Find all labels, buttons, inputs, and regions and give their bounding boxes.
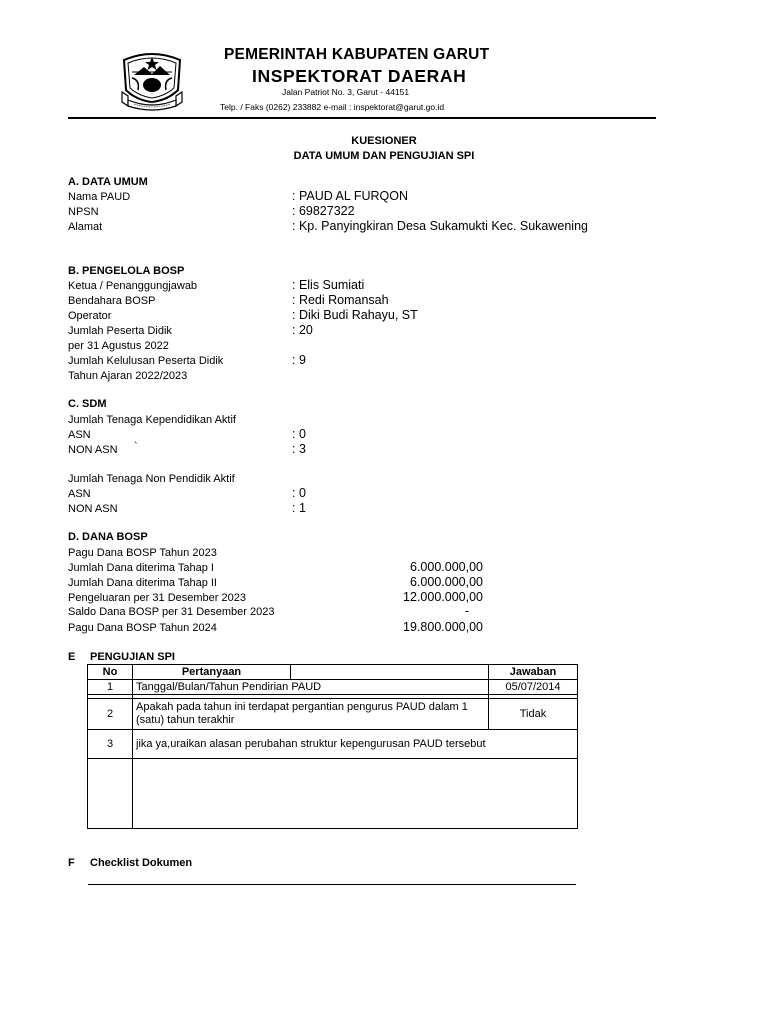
amount-value: - (464, 604, 469, 618)
row-answer: 05/07/2014 (489, 680, 578, 695)
row-no: 3 (88, 730, 133, 759)
letterhead-divider (68, 117, 656, 119)
section-b-heading: B. PENGELOLA BOSP (68, 265, 185, 277)
field-label: Saldo Dana BOSP per 31 Desember 2023 (68, 606, 275, 618)
amount-value: 12.000.000,00 (403, 590, 483, 604)
field-value: : Elis Sumiati (292, 278, 365, 292)
field-label: Pengeluaran per 31 Desember 2023 (68, 592, 246, 604)
section-f-heading: Checklist Dokumen (90, 857, 193, 869)
group-label: Jumlah Tenaga Non Pendidik Aktif (68, 473, 235, 485)
doc-title: KUESIONER (351, 135, 417, 147)
section-c-heading: C. SDM (68, 398, 107, 410)
field-label: Alamat (68, 221, 103, 233)
field-label: ASN (68, 429, 91, 441)
answer-area-text (133, 759, 578, 829)
field-value: : 69827322 (292, 204, 355, 218)
question-line: (satu) tahun terakhir (136, 714, 235, 726)
doc-subtitle: DATA UMUM DAN PENGUJIAN SPI (293, 150, 475, 162)
table-header-row (88, 665, 578, 680)
field-value: : 3 (292, 442, 306, 456)
question-line: Apakah pada tahun ini terdapat pergantian pengurus PAUD dalam 1 (136, 701, 468, 713)
field-value: : Kp. Panyingkiran Desa Sukamukti Kec. Sukawening (292, 219, 588, 233)
amount-value: 6.000.000,00 (410, 560, 483, 574)
col-header-question: Pertanyaan (133, 665, 291, 680)
row-no: 2 (88, 699, 133, 730)
section-e-heading: PENGUJIAN SPI (90, 651, 175, 663)
field-value: : 1 (292, 501, 306, 515)
group-label: Jumlah Tenaga Kependidikan Aktif (68, 414, 236, 426)
section-f-letter: F (68, 857, 75, 869)
row-answer: Tidak (489, 699, 578, 730)
field-label: per 31 Agustus 2022 (68, 340, 169, 352)
col-header-blank (291, 665, 489, 680)
row-question: jika ya,uraikan alasan perubahan struktur kepengurusan PAUD tersebut (133, 730, 578, 759)
field-value: : Diki Budi Rahayu, ST (292, 308, 418, 322)
office-name: INSPEKTORAT DAERAH (252, 66, 467, 86)
amount-value: 19.800.000,00 (403, 620, 483, 634)
office-contact: Telp. / Faks (0262) 233882 e-mail : inspektorat@garut.go.id (220, 102, 445, 112)
amount-value: 6.000.000,00 (410, 575, 483, 589)
answer-area-no (88, 759, 133, 829)
field-label: Bendahara BOSP (68, 295, 156, 307)
section-a-heading: A. DATA UMUM (68, 176, 148, 188)
field-label: NON ASN (68, 444, 118, 456)
field-value: : 0 (292, 486, 306, 500)
checklist-underline (88, 884, 576, 885)
field-label: NPSN (68, 206, 99, 218)
field-value: : PAUD AL FURQON (292, 189, 408, 203)
section-e-letter: E (68, 651, 76, 663)
field-value: : Redi Romansah (292, 293, 389, 307)
stray-mark: ` (134, 441, 138, 453)
field-label: Nama PAUD (68, 191, 131, 203)
section-d-heading: D. DANA BOSP (68, 531, 148, 543)
table-row (88, 730, 578, 759)
office-address: Jalan Patriot No. 3, Garut - 44151 (282, 87, 410, 97)
field-label: Jumlah Dana diterima Tahap II (68, 577, 217, 589)
table-row (88, 680, 578, 695)
field-label: Jumlah Kelulusan Peserta Didik (68, 355, 224, 367)
row-question: Tanggal/Bulan/Tahun Pendirian PAUD (133, 680, 489, 695)
field-label: Pagu Dana BOSP Tahun 2023 (68, 547, 217, 559)
field-value: : 0 (292, 427, 306, 441)
field-label: Tahun Ajaran 2022/2023 (68, 370, 188, 382)
field-label: Ketua / Penanggungjawab (68, 280, 198, 292)
field-value: : 20 (292, 323, 313, 337)
row-question (133, 699, 489, 730)
field-label: Pagu Dana BOSP Tahun 2024 (68, 622, 217, 634)
spi-table (87, 664, 578, 829)
garut-coat-of-arms-icon (118, 50, 186, 112)
field-label: Jumlah Dana diterima Tahap I (68, 562, 214, 574)
col-header-no: No (88, 665, 133, 680)
field-label: Jumlah Peserta Didik (68, 325, 172, 337)
field-label: NON ASN (68, 503, 118, 515)
table-row (88, 699, 578, 730)
table-answer-area (88, 759, 578, 829)
row-no: 1 (88, 680, 133, 695)
col-header-answer: Jawaban (489, 665, 578, 680)
field-label: ASN (68, 488, 91, 500)
gov-name: PEMERINTAH KABUPATEN GARUT (224, 46, 490, 63)
field-label: Operator (68, 310, 112, 322)
field-value: : 9 (292, 353, 306, 367)
